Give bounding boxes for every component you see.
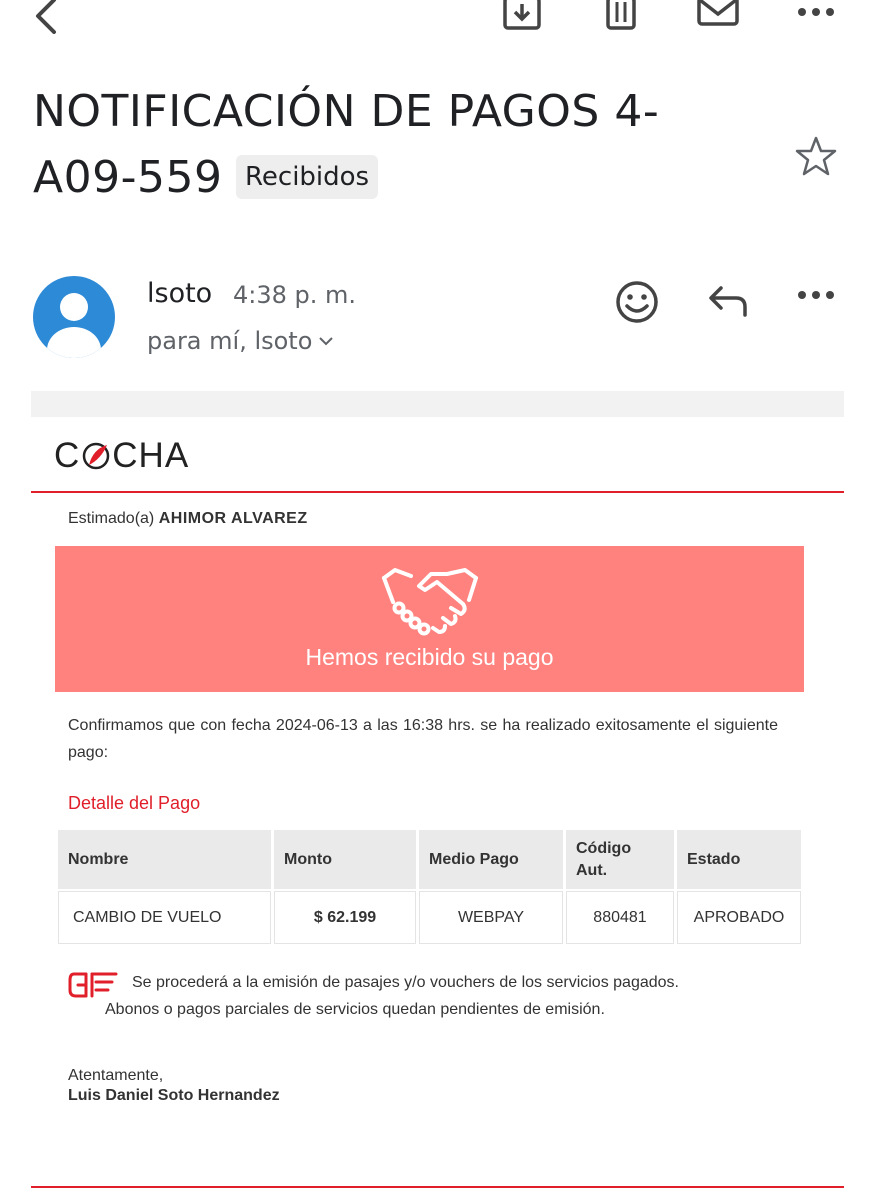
header-nombre: Nombre bbox=[58, 830, 271, 889]
greeting: Estimado(a) AHIMOR ALVAREZ bbox=[68, 510, 308, 527]
table-row bbox=[58, 891, 801, 944]
table-header-row bbox=[58, 830, 801, 889]
handshake-icon bbox=[381, 564, 479, 636]
cocha-logo-mark-icon bbox=[81, 441, 111, 471]
more-vert-icon[interactable] bbox=[796, 4, 836, 20]
payment-table bbox=[55, 828, 804, 946]
cell-codigo-aut: 880481 bbox=[566, 891, 674, 944]
recipients-toggle[interactable] bbox=[147, 327, 334, 355]
closing: Atentamente, bbox=[68, 1067, 164, 1084]
emission-notice bbox=[68, 970, 679, 1023]
inbox-label-chip[interactable]: Recibidos bbox=[236, 155, 378, 199]
email-subject-continued: A09-559 bbox=[33, 152, 223, 203]
recipients-text: para mí, lsoto bbox=[147, 327, 313, 355]
more-options-icon[interactable] bbox=[796, 287, 836, 303]
archive-download-icon[interactable] bbox=[501, 0, 545, 34]
notice-line-2: Abonos o pagos parciales de servicios quedan pendientes de emisión. bbox=[105, 1001, 605, 1018]
payment-detail-title: Detalle del Pago bbox=[68, 793, 201, 813]
chevron-down-icon bbox=[318, 335, 334, 347]
reply-icon[interactable] bbox=[705, 283, 749, 319]
cell-estado: APROBADO bbox=[677, 891, 801, 944]
banner-text: Hemos recibido su pago bbox=[305, 644, 554, 670]
signer-name: Luis Daniel Soto Hernandez bbox=[68, 1087, 280, 1104]
back-icon[interactable] bbox=[30, 0, 60, 34]
header-divider bbox=[31, 491, 844, 493]
trash-icon[interactable] bbox=[603, 0, 639, 34]
header-estado: Estado bbox=[677, 830, 801, 889]
emoji-reaction-icon[interactable] bbox=[614, 279, 660, 325]
header-medio-pago: Medio Pago bbox=[419, 830, 563, 889]
email-subject: NOTIFICACIÓN DE PAGOS 4- bbox=[33, 86, 660, 137]
cell-monto: $ 62.199 bbox=[274, 891, 416, 944]
cell-medio-pago: WEBPAY bbox=[419, 891, 563, 944]
cocha-logo: C CHA bbox=[54, 436, 190, 475]
email-top-band bbox=[31, 391, 844, 417]
avatar[interactable] bbox=[33, 276, 115, 358]
person-icon bbox=[33, 276, 115, 358]
mail-icon[interactable] bbox=[696, 0, 744, 34]
sent-time: 4:38 p. m. bbox=[233, 281, 357, 309]
star-icon[interactable] bbox=[794, 134, 838, 178]
notice-line-1: Se procederá a la emisión de pasajes y/o vouchers de los servicios pagados. bbox=[132, 974, 679, 991]
sender-name[interactable]: lsoto bbox=[147, 278, 213, 309]
payment-banner bbox=[55, 546, 804, 692]
confirmation-text: Confirmamos que con fecha 2024-06-13 a las 16:38 hrs. se ha realizado exitosamente el siguiente pago: bbox=[68, 717, 778, 761]
header-monto: Monto bbox=[274, 830, 416, 889]
top-toolbar bbox=[0, 0, 874, 40]
cell-nombre: CAMBIO DE VUELO bbox=[58, 891, 271, 944]
header-codigo-aut: Código Aut. bbox=[566, 830, 674, 889]
footer-divider bbox=[31, 1186, 844, 1188]
customer-name: AHIMOR ALVAREZ bbox=[158, 510, 308, 527]
